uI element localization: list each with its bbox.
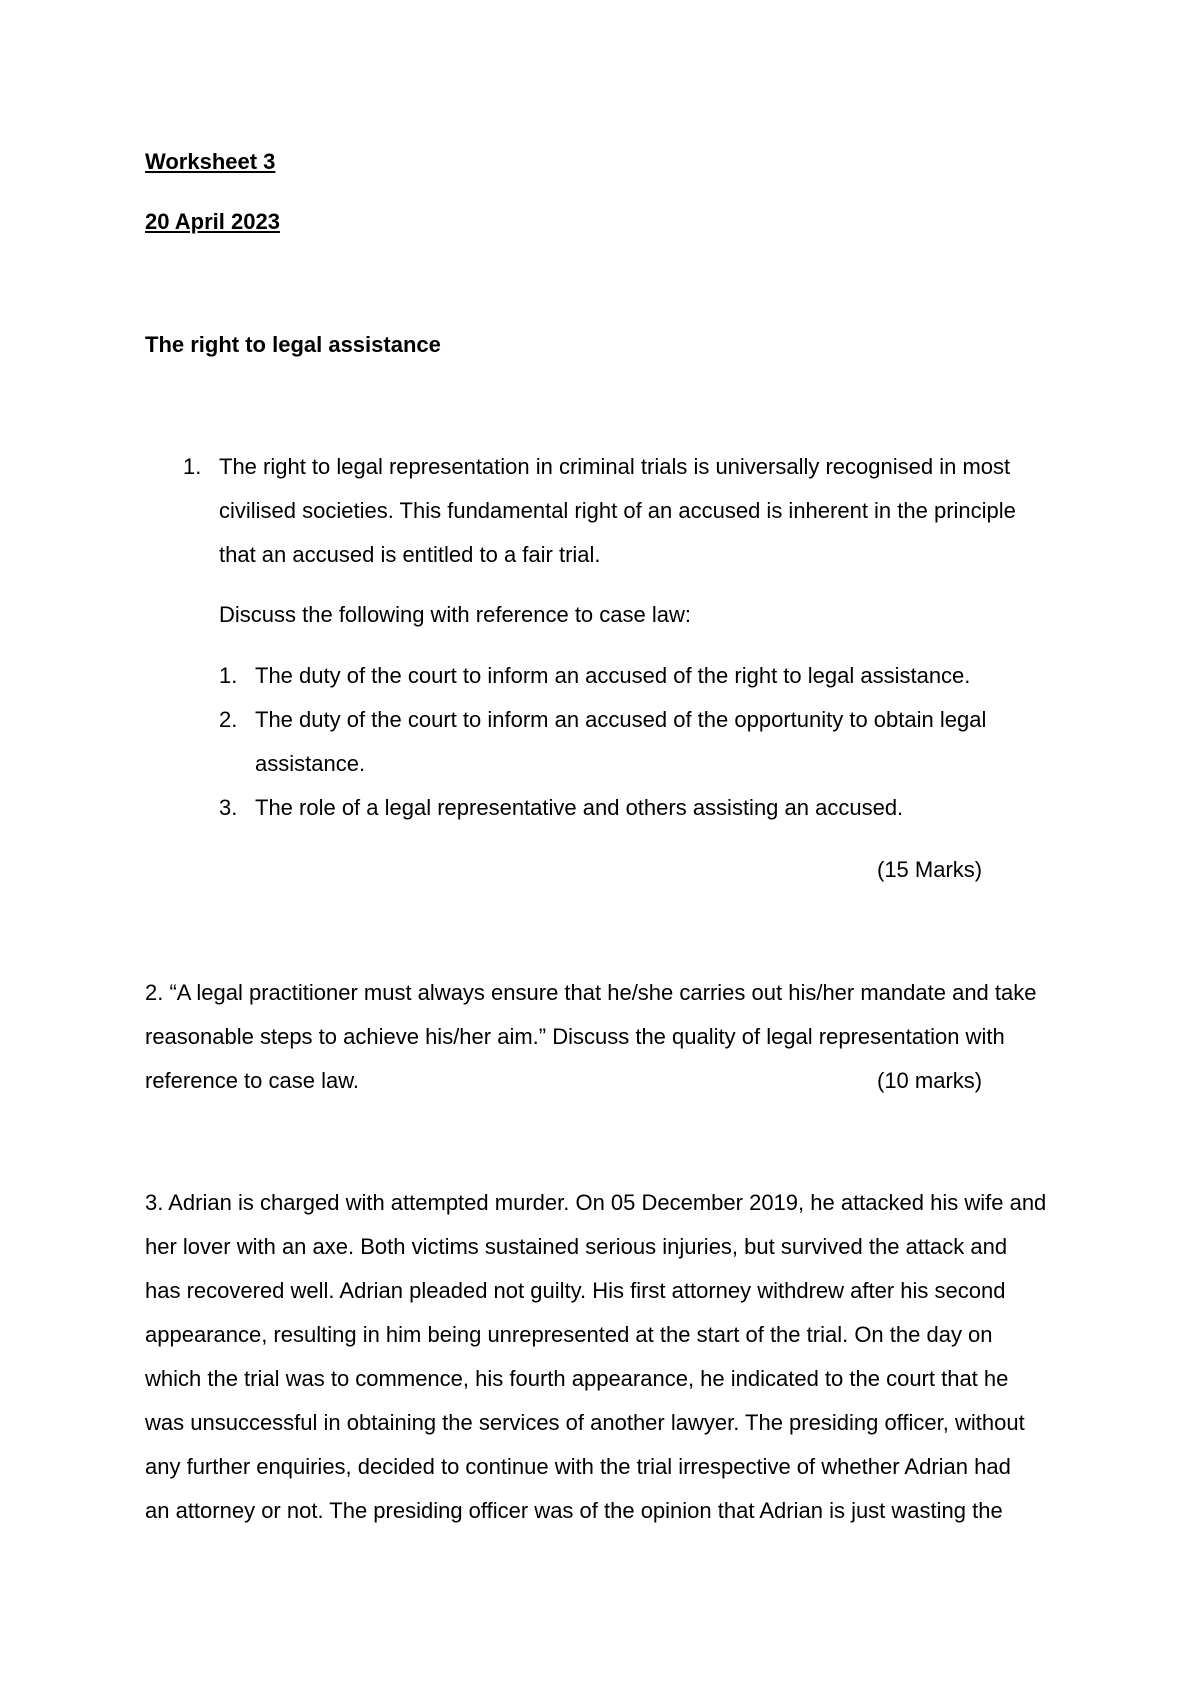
subitem-number: 1. xyxy=(219,663,238,688)
section-heading: The right to legal assistance xyxy=(145,332,441,357)
worksheet-title: Worksheet 3 xyxy=(145,149,276,174)
subitem-text: assistance. xyxy=(255,751,366,776)
subitem-number: 2. xyxy=(219,707,238,732)
question-1-line: civilised societies. This fundamental right of an accused is inherent in the principle xyxy=(219,498,1016,523)
worksheet-date: 20 April 2023 xyxy=(145,209,280,234)
question-3-line: any further enquiries, decided to continue with the trial irrespective of whether Adrian had xyxy=(145,1454,1011,1479)
question-3-line: 3. Adrian is charged with attempted murder. On 05 December 2019, he attacked his wife and xyxy=(145,1190,1047,1215)
question-3-line: an attorney or not. The presiding officer was of the opinion that Adrian is just wasting the xyxy=(145,1498,1003,1523)
subitem-text: The duty of the court to inform an accused of the opportunity to obtain legal xyxy=(255,707,987,732)
question-3-line: appearance, resulting in him being unrepresented at the start of the trial. On the day on xyxy=(145,1322,993,1347)
question-3-line: has recovered well. Adrian pleaded not guilty. His first attorney withdrew after his second xyxy=(145,1278,1006,1303)
question-1-marks: (15 Marks) xyxy=(877,857,983,882)
question-3-line: which the trial was to commence, his fourth appearance, he indicated to the court that he xyxy=(145,1366,1009,1391)
subitem-text: The duty of the court to inform an accused of the right to legal assistance. xyxy=(255,663,971,688)
question-1-number: 1. xyxy=(183,454,202,479)
question-2-line: 2. “A legal practitioner must always ensure that he/she carries out his/her mandate and take xyxy=(145,980,1037,1005)
question-2-marks: (10 marks) xyxy=(877,1068,983,1093)
subitem-number: 3. xyxy=(219,795,238,820)
question-1-instruction: Discuss the following with reference to case law: xyxy=(219,602,691,627)
question-3-line: her lover with an axe. Both victims sustained serious injuries, but survived the attack and xyxy=(145,1234,1008,1259)
subitem-text: The role of a legal representative and others assisting an accused. xyxy=(255,795,904,820)
question-1-line: that an accused is entitled to a fair trial. xyxy=(219,542,601,567)
question-2-line: reference to case law. xyxy=(145,1068,360,1093)
question-1-line: The right to legal representation in criminal trials is universally recognised in most xyxy=(219,454,1011,479)
question-3-line: was unsuccessful in obtaining the services of another lawyer. The presiding officer, without xyxy=(145,1410,1025,1435)
question-2-line: reasonable steps to achieve his/her aim.” Discuss the quality of legal representation with xyxy=(145,1024,1005,1049)
